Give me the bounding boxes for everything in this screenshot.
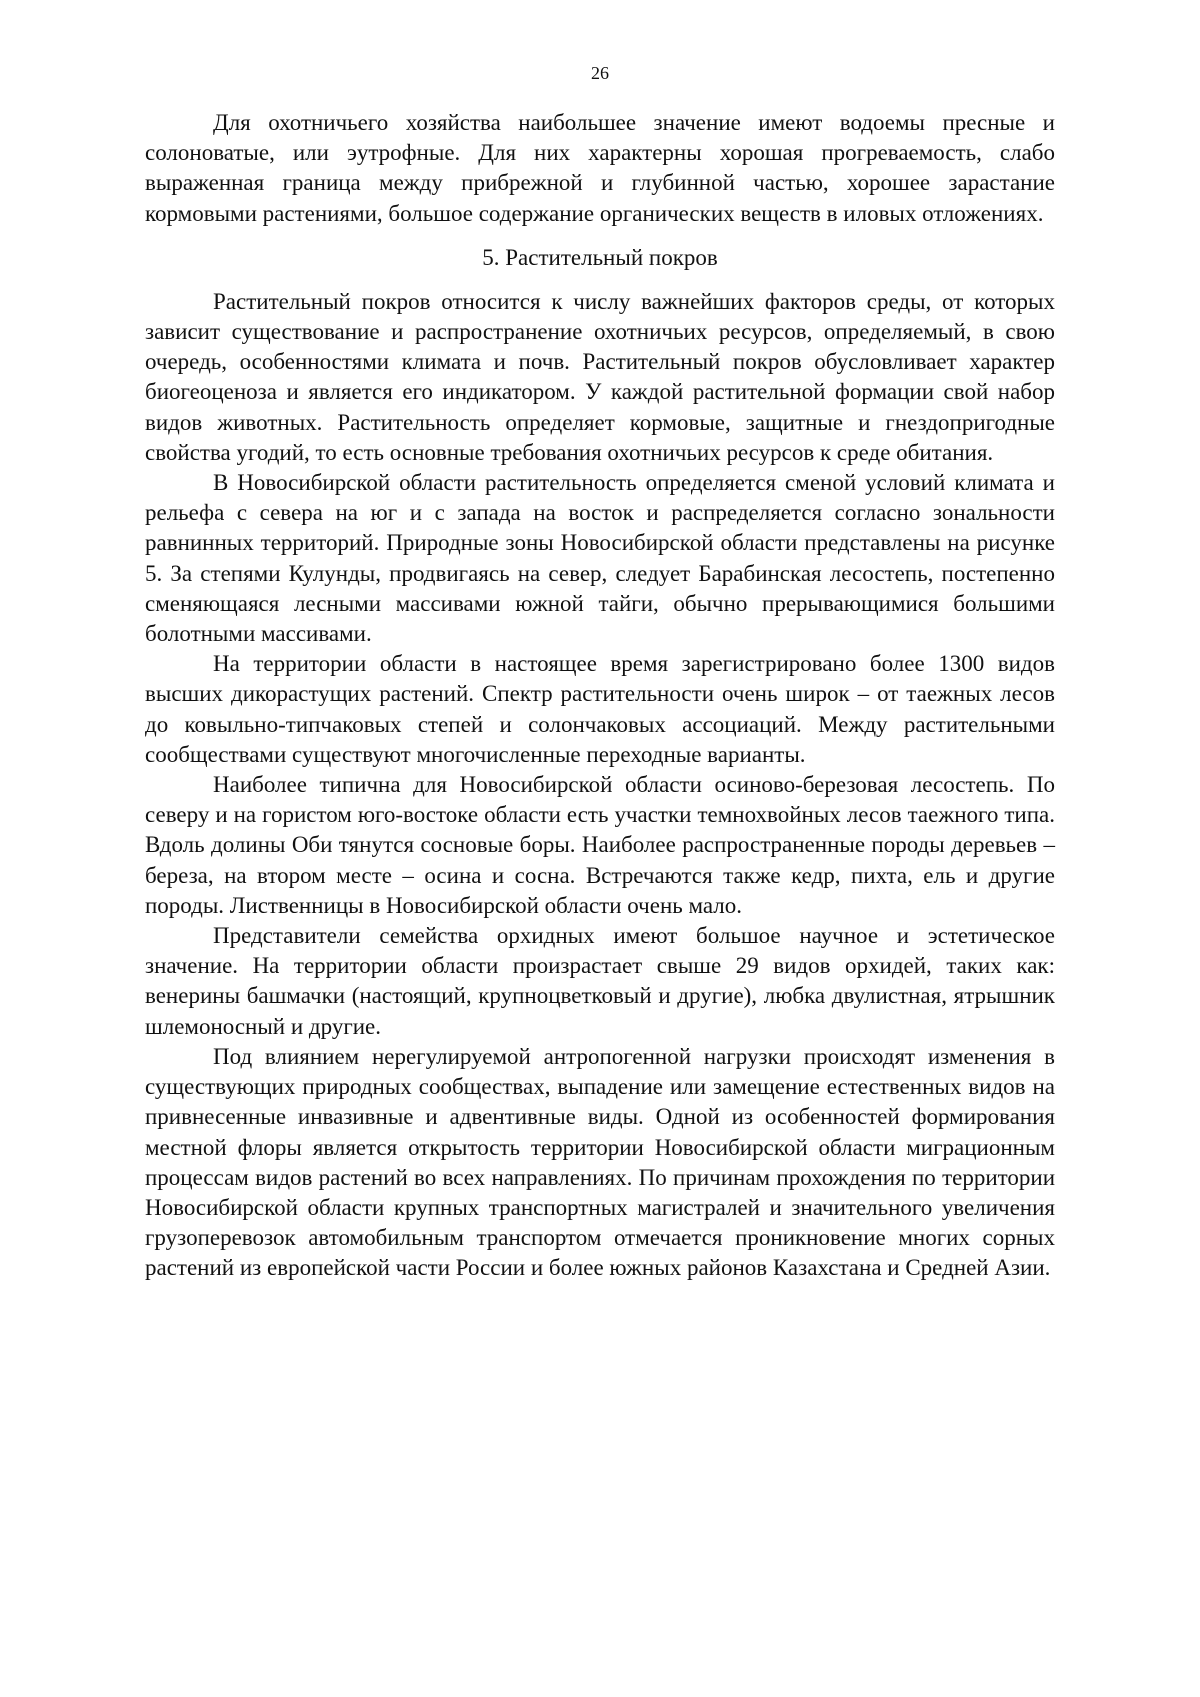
intro-paragraph: Для охотничьего хозяйства наибольшее значение имеют водоемы пресные и солоноватые, или эутрофные. Для них характерны хорошая прогреваемость, слабо выраженная граница между прибрежной и глубинной частью, хорошее зарастание кормовыми растениями, большое содержание органических веществ в иловых отложениях. (145, 110, 1055, 226)
page-content (145, 108, 1055, 1284)
page-number: 26 (591, 63, 609, 83)
body-paragraph: В Новосибирской области растительность определяется сменой условий климата и рельефа с севера на юг и с запада на восток и распределяется согласно зональности равнинных территорий. Природные зоны Новосибирской области представлены на рисунке 5. За степями Кулунды, продвигаясь на север, следует Барабинская лесостепь, постепенно сменяющаяся лесными массивами южной тайги, обычно прерывающимися большими болотными массивами. (145, 470, 1055, 647)
body-paragraph: Растительный покров относится к числу важнейших факторов среды, от которых зависит существование и распространение охотничьих ресурсов, определяемый, в свою очередь, особенностями климата и почв. Растительный покров обусловливает характер биогеоценоза и является его индикатором. У каждой растительной формации свой набор видов животных. Растительность определяет кормовые, защитные и гнездопригодные свойства угодий, то есть основные требования охотничьих ресурсов к среде обитания. (145, 288, 1055, 465)
body-paragraph: Под влиянием нерегулируемой антропогенной нагрузки происходят изменения в существующих природных сообществах, выпадение или замещение естественных видов на привнесенные инвазивные и адвентивные виды. Одной из особенностей формирования местной флоры является открытость территории Новосибирской области миграционным процессам видов растений во всех направлениях. По причинам прохождения по территории Новосибирской области крупных транспортных магистралей и значительного увеличения грузоперевозок автомобильным транспортом отмечается проникновение многих сорных растений из европейской части России и более южных районов Казахстана и Средней Азии. (145, 1043, 1055, 1281)
body-paragraph: Наиболее типична для Новосибирской области осиново-березовая лесостепь. По северу и на гористом юго-востоке области есть участки темнохвойных лесов таежного типа. Вдоль долины Оби тянутся сосновые боры. Наиболее распространенные породы деревьев – береза, на втором месте – осина и сосна. Встречаются также кедр, пихта, ель и другие породы. Лиственницы в Новосибирской области очень мало. (145, 772, 1055, 918)
body-paragraph: Представители семейства орхидных имеют большое научное и эстетическое значение. На территории области произрастает свыше 29 видов орхидей, таких как: венерины башмачки (настоящий, крупноцветковый и другие), любка двулистная, ятрышник шлемоносный и другие. (145, 923, 1055, 1039)
body-paragraph: На территории области в настоящее время зарегистрировано более 1300 видов высших дикорастущих растений. Спектр растительности очень широк – от таежных лесов до ковыльно-типчаковых степей и солончаковых ассоциаций. Между растительными сообществами существуют многочисленные переходные варианты. (145, 651, 1055, 767)
document-page (145, 0, 1055, 1697)
section-title: 5. Растительный покров (482, 244, 718, 270)
